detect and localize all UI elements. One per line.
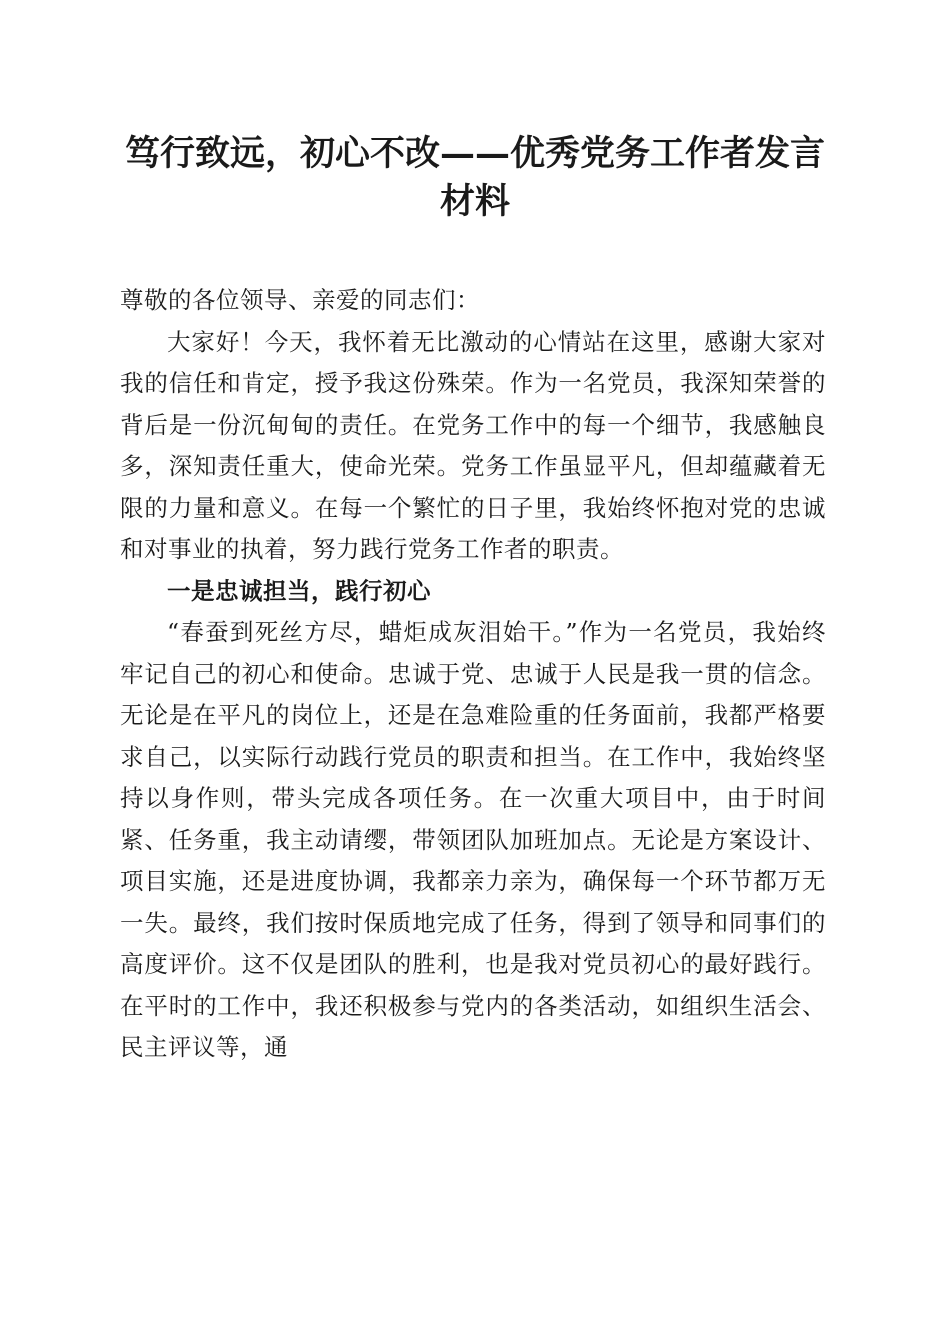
document-title: 笃行致远，初心不改——优秀党务工作者发言材料 — [124, 133, 825, 222]
section-paragraph: “春蚕到死丝方尽，蜡炬成灰泪始干。”作为一名党员，我始终牢记自己的初心和使命。忠诚于党、忠诚于人民是我一贯的信念。无论是在平凡的岗位上，还是在急难险重的任务面前，我都严格要求自己，以实际行动践行党员的职责和担当。在工作中，我始终坚持以身作则，带头完成各项任务。在一次重大项目中，由于时间紧、任务重，我主动请缨，带领团队加班加点。无论是方案设计、项目实施，还是进度协调，我都亲力亲为，确保每一个环节都万无一失。最终，我们按时保质地完成了任务，得到了领导和同事们的高度评价。这不仅是团队的胜利，也是我对党员初心的最好践行。在平时的工作中，我还积极参与党内的各类活动，如组织生活会、民主评议等，通 — [120, 618, 826, 1061]
section-heading: 一是忠诚担当，践行初心 — [167, 576, 431, 605]
intro-paragraph: 大家好！今天，我怀着无比激动的心情站在这里，感谢大家对我的信任和肯定，授予我这份殊荣。作为一名党员，我深知荣誉的背后是一份沉甸甸的责任。在党务工作中的每一个细节，我感触良多，深知责任重大，使命光荣。党务工作虽显平凡，但却蕴藏着无限的力量和意义。在每一个繁忙的日子里，我始终怀抱对党的忠诚和对事业的执着，努力践行党务工作者的职责。 — [120, 327, 826, 563]
salutation: 尊敬的各位领导、亲爱的同志们： — [120, 286, 480, 314]
document-body — [120, 280, 826, 1069]
